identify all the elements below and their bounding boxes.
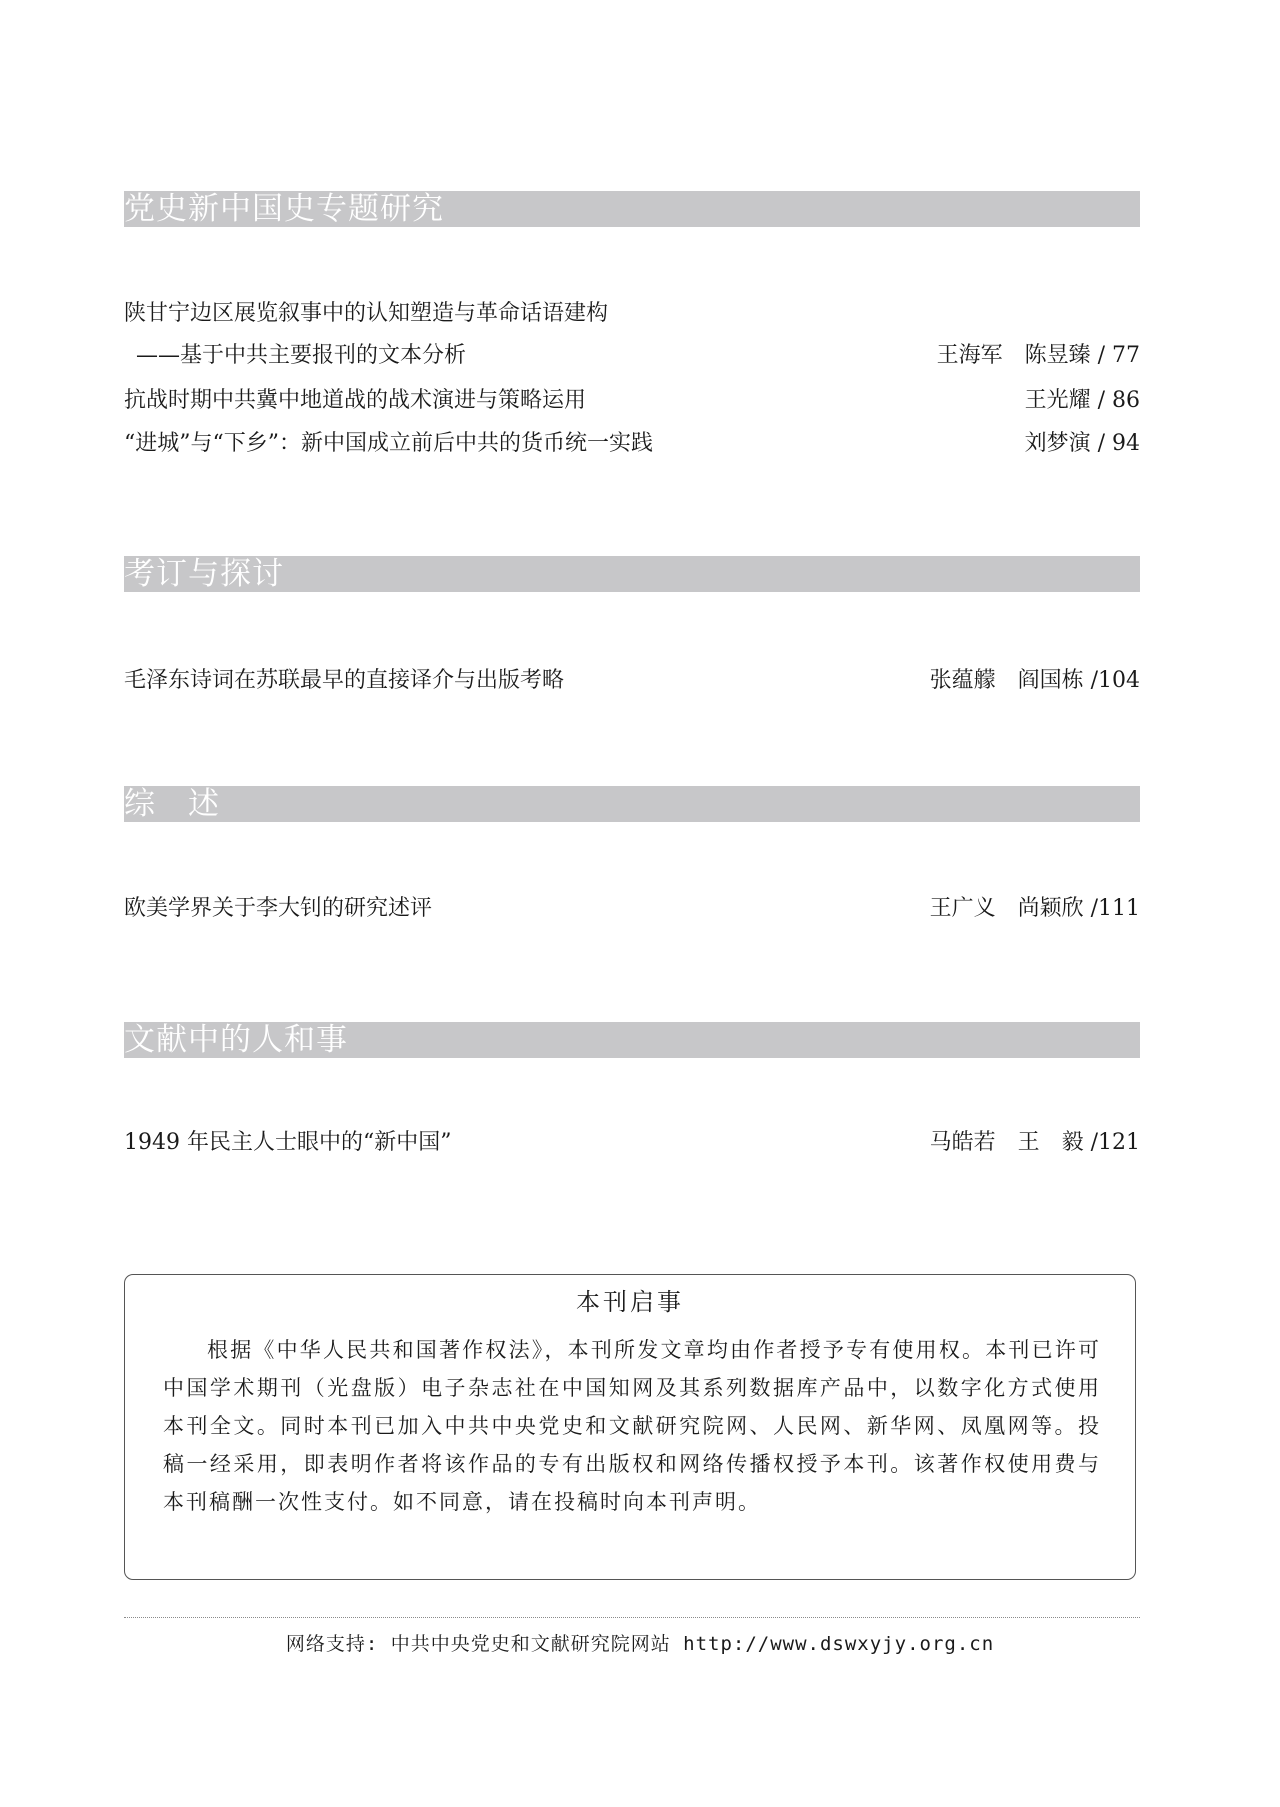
section-title: 文献中的人和事 [124, 1022, 348, 1058]
article-title: 1949 年民主人士眼中的“新中国” [124, 1130, 452, 1155]
toc-entry[interactable] [124, 893, 1140, 925]
section-header-people-events [124, 1022, 1140, 1058]
toc-entry[interactable] [124, 385, 1140, 417]
toc-entry[interactable] [124, 665, 1140, 697]
section-title: 综 述 [124, 786, 220, 822]
notice-body: 根据《中华人民共和国著作权法》，本刊所发文章均由作者授予专有使用权。本刊已许可中国学术期刊（光盘版）电子杂志社在中国知网及其系列数据库产品中，以数字化方式使用本刊全文。同时本刊已加入中共中央党史和文献研究院网、人民网、新华网、凤凰网等。投稿一经采用，即表明作者将该作品的专有出版权和网络传播权授予本刊。该著作权使用费与本刊稿酬一次性支付。如不同意，请在投稿时向本刊声明。 [163, 1338, 1101, 1514]
toc-entry-subtitle[interactable] [124, 340, 1140, 372]
toc-entry[interactable] [124, 298, 1140, 330]
article-author-page: 王光耀 / 86 [1024, 388, 1140, 413]
notice-heading: 本刊启事 [576, 1288, 684, 1316]
article-author-page: 王广义 尚颖欣 /111 [929, 896, 1140, 921]
article-subtitle: ——基于中共主要报刊的文本分析 [136, 343, 467, 368]
article-author-page: 马皓若 王 毅 /121 [929, 1130, 1140, 1155]
article-title: 抗战时期中共冀中地道战的战术演进与策略运用 [124, 388, 587, 413]
section-title: 考订与探讨 [124, 556, 284, 592]
article-author-page: 刘梦演 / 94 [1024, 431, 1140, 456]
footer-divider [124, 1617, 1140, 1618]
toc-entry[interactable] [124, 428, 1140, 460]
section-header-review [124, 786, 1140, 822]
article-title: 陕甘宁边区展览叙事中的认知塑造与革命话语建构 [124, 301, 609, 326]
section-header-party-history [124, 191, 1140, 227]
toc-entry[interactable] [124, 1127, 1140, 1159]
article-author-page: 张蕴艨 阎国栋 /104 [929, 668, 1140, 693]
article-title: 毛泽东诗词在苏联最早的直接译介与出版考略 [124, 668, 565, 693]
journal-notice-box [124, 1274, 1136, 1580]
article-title: 欧美学界关于李大钊的研究述评 [124, 896, 433, 921]
section-header-verification [124, 556, 1140, 592]
section-title: 党史新中国史专题研究 [124, 191, 444, 227]
footer-website[interactable]: 网络支持: 中共中央党史和文献研究院网站 http://www.dswxyjy.org.cn [285, 1633, 995, 1655]
article-title: “进城”与“下乡”：新中国成立前后中共的货币统一实践 [124, 431, 653, 456]
article-author-page: 王海军 陈昱臻 / 77 [936, 343, 1140, 368]
